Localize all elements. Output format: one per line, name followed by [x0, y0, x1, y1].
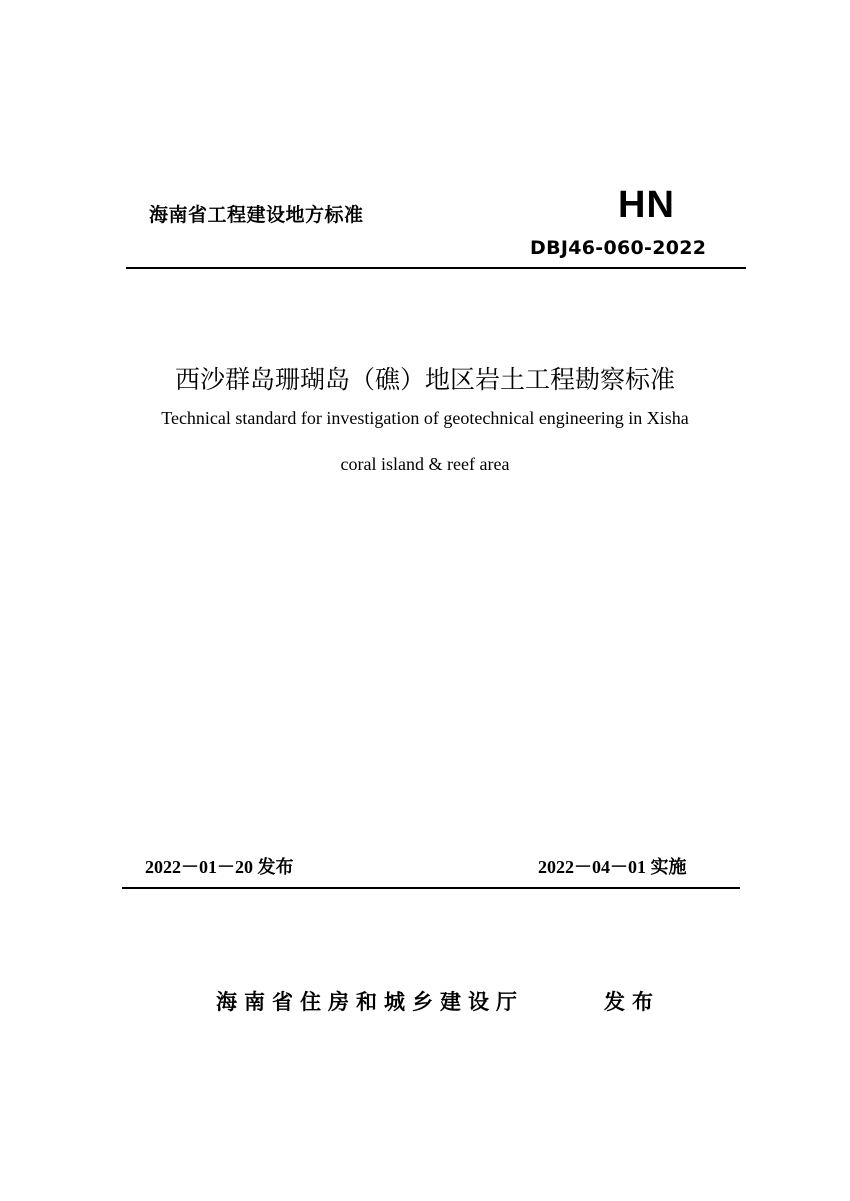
- publisher-name: 海南省住房和城乡建设厅: [216, 990, 524, 1014]
- effective-date: 2022－04－01 实施: [538, 857, 687, 877]
- standard-code: HN: [618, 184, 675, 226]
- publish-label: 发布: [604, 990, 660, 1014]
- top-divider: [126, 267, 746, 269]
- title-english-line-2: coral island & reef area: [340, 454, 510, 474]
- title-chinese: 西沙群岛珊瑚岛（礁）地区岩土工程勘察标准: [174, 365, 675, 394]
- standard-number: DBJ46-060-2022: [530, 237, 707, 259]
- issue-date: 2022－01－20 发布: [145, 857, 294, 877]
- bottom-divider: [122, 887, 740, 889]
- title-english-line-1: Technical standard for investigation of geotechnical engineering in Xisha: [161, 408, 689, 428]
- standard-category: 海南省工程建设地方标准: [149, 204, 364, 226]
